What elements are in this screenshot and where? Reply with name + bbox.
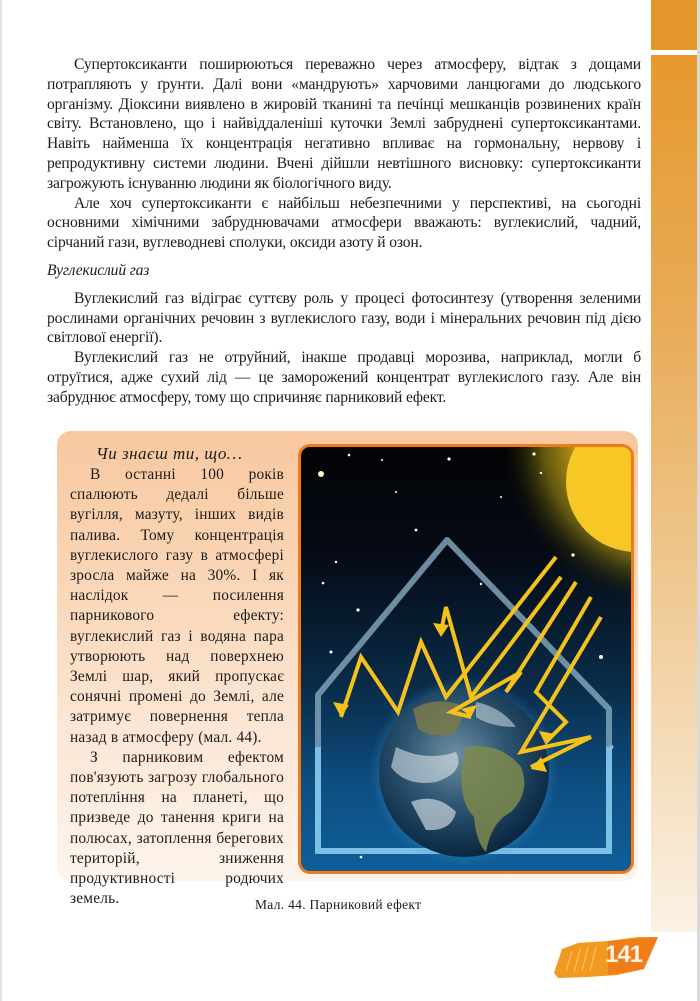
page-edge	[0, 0, 3, 1001]
greenhouse-diagram	[301, 447, 631, 871]
paragraph: З парниковим ефектом пов'язують загрозу глобального потепління на планеті, що призведе до танення криги на полюсах, затоплення берегових територій, зниження продуктивності родючих земель.	[70, 748, 284, 908]
side-stripe	[651, 55, 700, 932]
section-subheading: Вуглекислий газ	[47, 261, 150, 279]
sun-icon	[501, 447, 631, 607]
paragraph: Супертоксиканти поширюються переважно через атмосферу, відтак з дощами потрапляють у ґрунти. Далі вони «мандрують» харчовими ланцюгами до людського організму. Діоксини виявлено в жировій тканині та печінці мешканців розвинених країн світу. Встановлено, що і найвіддаленіші куточки Землі забруднені супертоксикантами. Навіть найменша їх концентрація негативно впливає на гормональну, нервову і репродуктивну системи людини. Вчені дійшли невтішного висновку: супертоксиканти загрожують існуванню людини як біологічного виду.	[47, 56, 641, 192]
page-number: 141	[605, 941, 643, 968]
main-text	[47, 55, 641, 408]
paragraph: Вуглекислий газ не отруйний, інакше продавці морозива, наприклад, могли б отруїтися, адже сухий лід — це заморожений концентрат вуглекислого газу. Але він забруднює атмосферу, тому що спричиняє парниковий ефект.	[47, 349, 641, 406]
page-number-badge-icon	[548, 935, 660, 979]
figure-caption: Мал. 44. Парниковий ефект	[255, 897, 422, 912]
paragraph: Вуглекислий газ відіграє суттєву роль у процесі фотосинтезу (утворення зеленими рослинами органічних речовин з вуглекислого газу, води і мінеральних речовин під дією світлової енергії).	[47, 289, 641, 347]
did-you-know-text	[70, 465, 284, 909]
did-you-know-title: Чи знаєш ти, що…	[96, 444, 243, 463]
paragraph: Але хоч супертоксиканти є найбільш небезпечними у перспективі, на сьогодні основними хімічними забруднювачами атмосфери вважають: вуглекислий, чадний, сірчаний гази, вуглеводневі сполуки, оксиди азоту й озон.	[47, 194, 641, 252]
paragraph: В останні 100 років спалюють дедалі більше вугілля, мазуту, інших видів палива. Тому концентрація вуглекислого газу в атмосфері зросла майже на 30%. І як наслідок — посилення парникового ефекту: вуглекислий газ і водяна пара утворюють над поверхнею Землі шар, який пропускає сонячні промені до Землі, але затримує повернення тепла назад в атмосферу (мал. 44).	[70, 466, 284, 746]
greenhouse-effect-illustration	[298, 444, 634, 874]
side-tab-top	[651, 0, 700, 50]
